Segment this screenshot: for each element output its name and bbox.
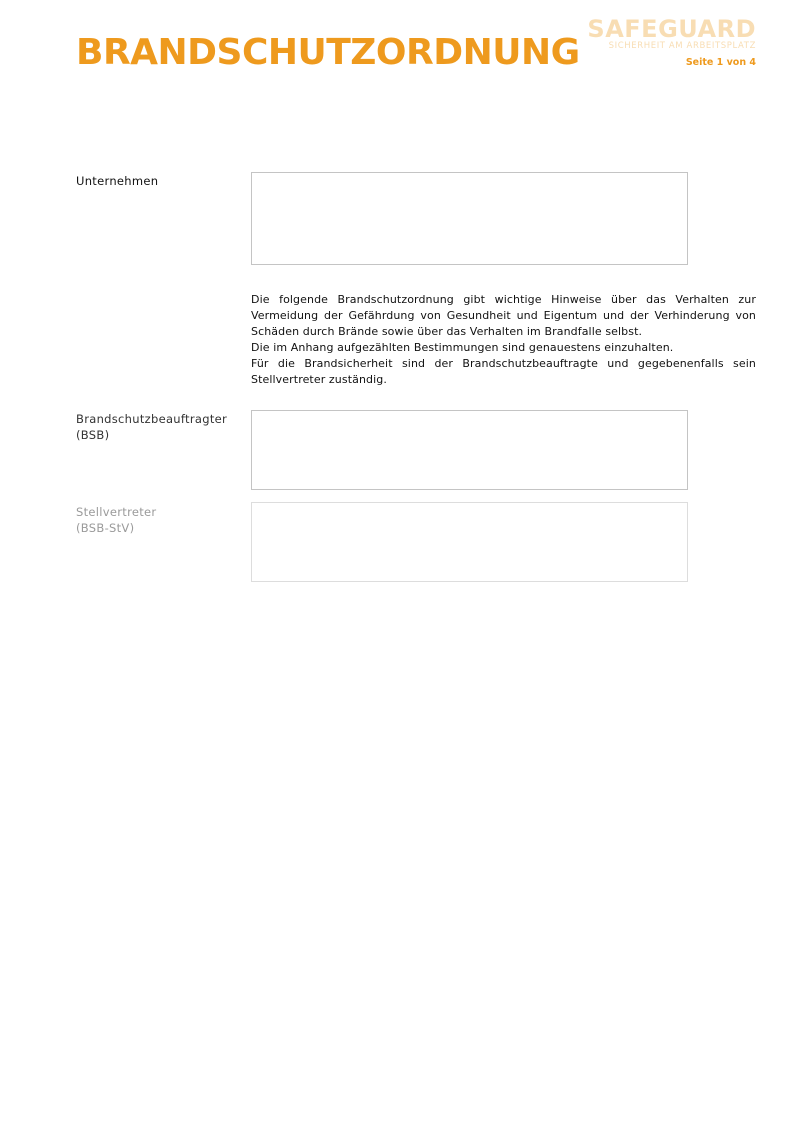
company-label (76, 173, 246, 189)
safeguard-logo (587, 16, 756, 51)
bsb-label-line1: Brandschutzbeauftragter (76, 412, 228, 426)
deputy-label-line2: (BSB-StV) (76, 521, 135, 535)
company-label-text: Unternehmen (76, 174, 159, 188)
intro-paragraph-1: Die folgende Brandschutzordnung gibt wichtige Hinweise über das Verhalten zur Vermeidung der Gefährdung von Gesundheit und Eigentum und der Verhinderung von Schäden durch Brände sowie über das Verhalten im Brandfalle selbst. (251, 293, 756, 338)
logo-wordmark: SAFEGUARD (587, 15, 756, 43)
deputy-field[interactable] (251, 502, 688, 582)
bsb-label-line2: (BSB) (76, 428, 110, 442)
deputy-label (76, 504, 246, 536)
page-number: Seite 1 von 4 (685, 57, 756, 68)
logo-tagline: SICHERHEIT AM ARBEITSPLATZ (608, 41, 756, 51)
page-title: BRANDSCHUTZORDNUNG (76, 32, 580, 73)
bsb-field[interactable] (251, 410, 688, 490)
company-field[interactable] (251, 172, 688, 265)
intro-text (251, 292, 756, 388)
intro-paragraph-3: Für die Brandsicherheit sind der Brandschutzbeauftragte und gegebenenfalls sein Stellvertreter zuständig. (251, 357, 756, 386)
intro-paragraph-2: Die im Anhang aufgezählten Bestimmungen sind genauestens einzuhalten. (251, 341, 674, 354)
deputy-label-line1: Stellvertreter (76, 505, 157, 519)
bsb-label (76, 411, 246, 443)
